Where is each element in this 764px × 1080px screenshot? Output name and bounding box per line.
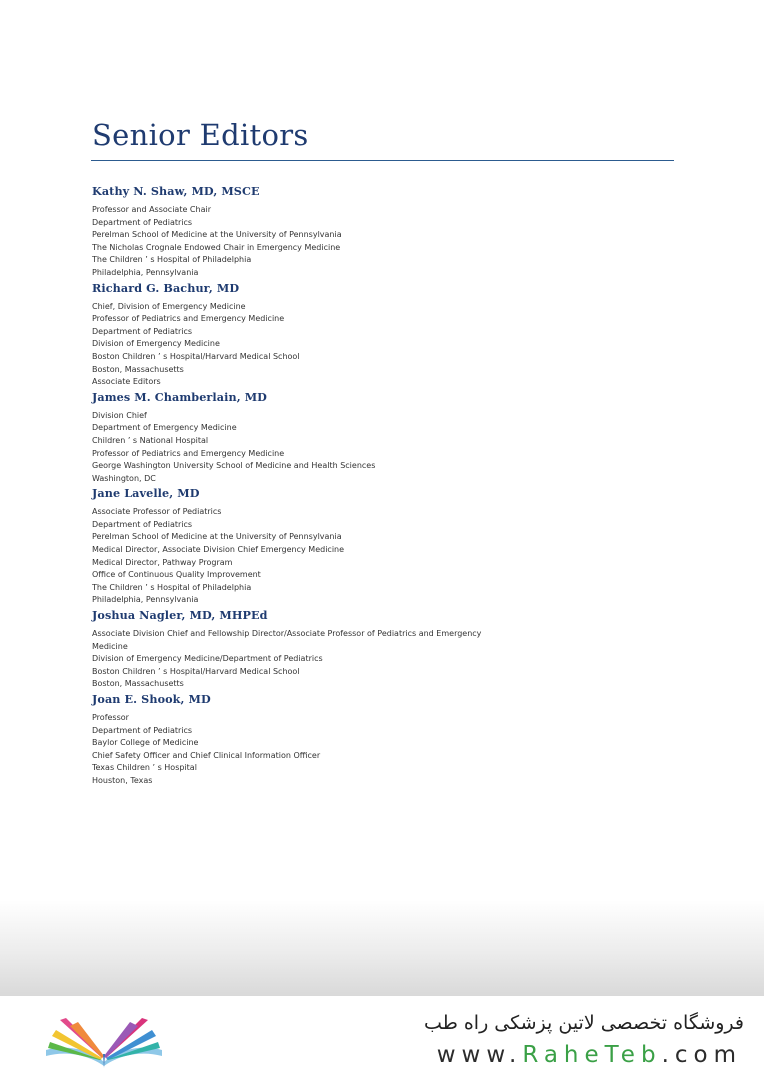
affiliation-line: Boston, Massachusetts [92, 679, 184, 689]
affiliation-line: Philadelphia, Pennsylvania [92, 267, 199, 277]
affiliation-line: Boston, Massachusetts [92, 364, 184, 374]
store-name-text: فروشگاه تخصصی لاتین پزشکی راه طب [424, 1012, 744, 1034]
editor-entry [92, 390, 672, 486]
editor-name: Joan E. Shook, MD [92, 692, 211, 706]
affiliation-line: Professor of Pediatrics and Emergency Medicine [92, 448, 285, 458]
editor-entry [92, 692, 672, 788]
affiliation-line: Medical Director, Pathway Program [92, 557, 233, 567]
affiliation-line: George Washington University School of Medicine and Health Sciences [92, 461, 376, 471]
editor-name: Joshua Nagler, MD, MHPEd [92, 608, 268, 623]
editor-name: James M. Chamberlain, MD [92, 389, 267, 404]
affiliation-line: Chief, Division of Emergency Medicine [92, 301, 246, 311]
open-book-rainbow-logo [40, 1010, 168, 1077]
affiliation-line: Boston Children ’ s Hospital/Harvard Medical School [92, 351, 300, 361]
affiliation-line: Professor of Pediatrics and Emergency Medicine [92, 314, 285, 324]
affiliation-line: Professor and Associate Chair [92, 205, 211, 214]
editor-name: Jane Lavelle, MD [92, 486, 200, 501]
url-prefix: www. [436, 1042, 523, 1068]
affiliation-line: Professor [92, 713, 129, 722]
url-highlight: RaheTeb [522, 1042, 662, 1068]
section-label-associate-editors: Associate Editors [92, 377, 161, 387]
affiliation-line: The Nicholas Crognale Endowed Chair in Emergency Medicine [92, 242, 341, 252]
editor-entry [92, 281, 672, 389]
affiliation-line: Washington, DC [92, 473, 156, 483]
affiliation-line: Children ’ s National Hospital [92, 435, 209, 445]
store-url[interactable] [437, 1042, 742, 1068]
editor-entry [92, 486, 672, 607]
url-suffix: .com [661, 1042, 742, 1068]
editor-entry [92, 184, 672, 280]
page-title: Senior Editors [92, 118, 309, 152]
affiliation-line: Department of Pediatrics [92, 725, 193, 735]
affiliation-line: The Children ’ s Hospital of Philadelphia [92, 582, 252, 592]
affiliation-line: Chief Safety Officer and Chief Clinical Information Officer [92, 750, 321, 760]
title-divider [91, 160, 674, 161]
affiliation-line: Division of Emergency Medicine [92, 339, 220, 349]
editor-name: Richard G. Bachur, MD [92, 280, 240, 295]
affiliation-line: Medical Director, Associate Division Chief Emergency Medicine [92, 545, 345, 555]
affiliation-line: Philadelphia, Pennsylvania [92, 595, 199, 605]
affiliation-line: The Children ’ s Hospital of Philadelphia [92, 255, 252, 265]
editors-list [92, 184, 672, 788]
affiliation-line: Department of Pediatrics [92, 326, 193, 336]
affiliation-line: Texas Children ’ s Hospital [92, 763, 197, 773]
affiliation-line: Division of Emergency Medicine/Department of Pediatrics [92, 654, 323, 664]
editor-entry [92, 608, 672, 691]
affiliation-line: Division Chief [92, 410, 147, 420]
affiliation-line: Department of Pediatrics [92, 519, 193, 529]
affiliation-line: Associate Division Chief and Fellowship Director/Associate Professor of Pediatrics and Emergency [92, 629, 482, 639]
affiliation-line: Perelman School of Medicine at the University of Pennsylvania [92, 230, 342, 240]
affiliation-line: Medicine [92, 641, 128, 651]
affiliation-line: Houston, Texas [92, 775, 153, 785]
affiliation-line: Boston Children ’ s Hospital/Harvard Medical School [92, 666, 300, 676]
affiliation-line: Department of Pediatrics [92, 217, 193, 227]
affiliation-line: Office of Continuous Quality Improvement [92, 570, 261, 580]
editor-name: Kathy N. Shaw, MD, MSCE [92, 184, 260, 198]
affiliation-line: Perelman School of Medicine at the University of Pennsylvania [92, 532, 342, 542]
affiliation-line: Department of Emergency Medicine [92, 423, 237, 433]
affiliation-line: Baylor College of Medicine [92, 738, 199, 748]
affiliation-line: Associate Professor of Pediatrics [92, 507, 222, 517]
bottom-fade [0, 900, 764, 996]
